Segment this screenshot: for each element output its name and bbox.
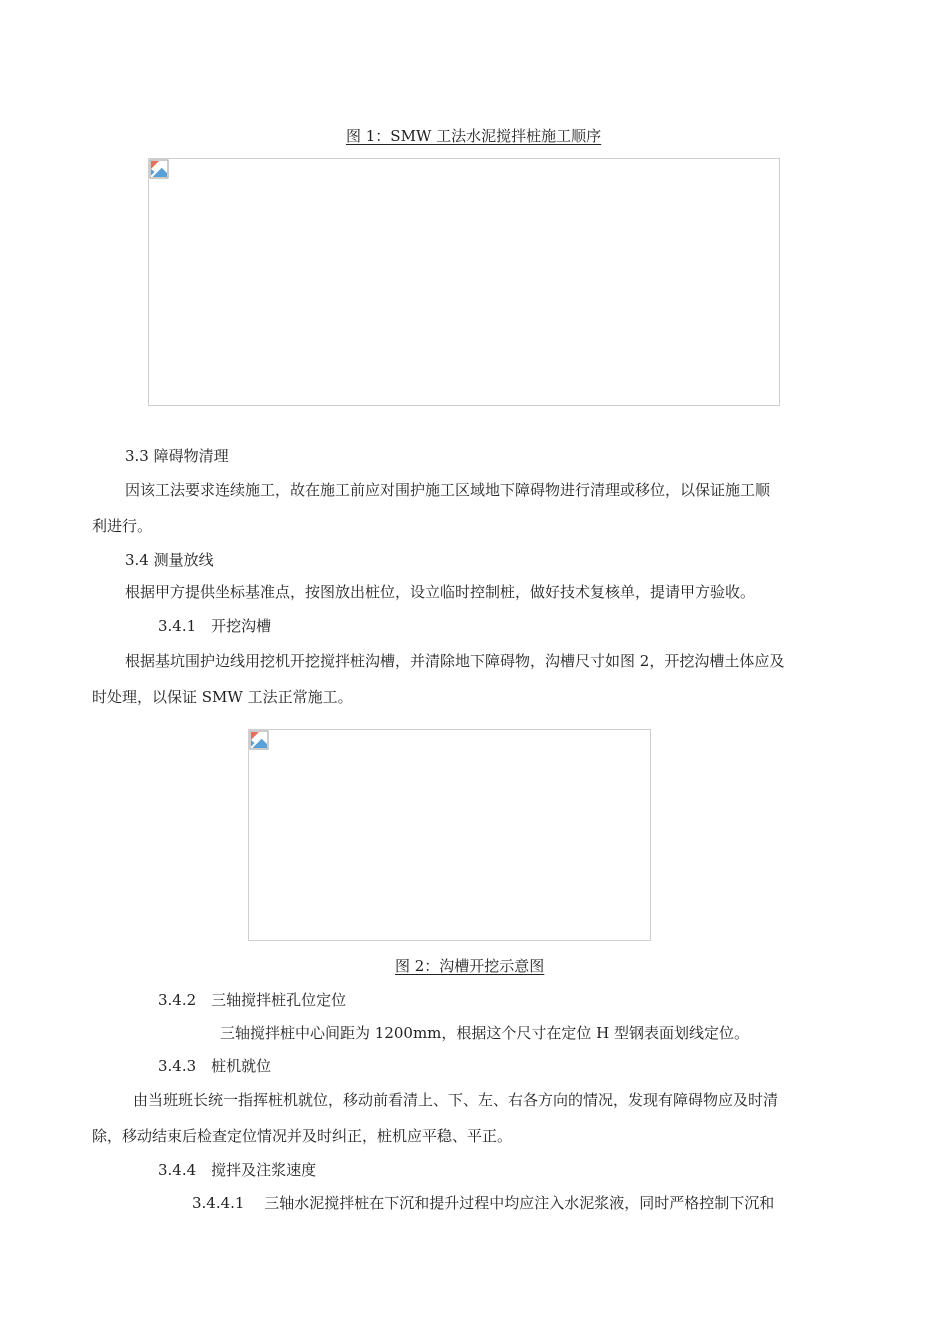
section-3-4-1-paragraph-line-1: 根据基坑围护边线用挖机开挖搅拌桩沟槽，并清除地下障碍物，沟槽尺寸如图 2，开挖沟槽土体应及 (125, 652, 785, 670)
section-3-4-3-paragraph-line-1: 由当班班长统一指挥桩机就位，移动前看清上、下、左、右各方向的情况，发现有障碍物应及时清 (133, 1091, 779, 1109)
figure-2-caption: 图 2：沟槽开挖示意图 (395, 957, 545, 975)
section-3-4-2-paragraph-line-1: 三轴搅拌桩中心间距为 1200mm，根据这个尺寸在定位 H 型钢表面划线定位。 (220, 1024, 750, 1042)
section-3-4-4-1-paragraph-line-1: 3.4.4.1 三轴水泥搅拌桩在下沉和提升过程中均应注入水泥浆液，同时严格控制下沉和 (192, 1194, 775, 1212)
section-3-4-2-heading: 3.4.2 三轴搅拌桩孔位定位 (158, 991, 347, 1009)
section-3-3-paragraph-line-2: 利进行。 (92, 517, 153, 535)
section-3-4-3-paragraph-line-2: 除，移动结束后检查定位情况并及时纠正，桩机应平稳、平正。 (92, 1127, 513, 1145)
section-3-4-3-heading: 3.4.3 桩机就位 (158, 1057, 272, 1075)
section-3-4-heading: 3.4 测量放线 (125, 551, 214, 569)
section-3-4-1-heading: 3.4.1 开挖沟槽 (158, 617, 272, 635)
broken-image-icon (149, 159, 169, 179)
section-3-3-paragraph-line-1: 因该工法要求连续施工，故在施工前应对围护施工区域地下障碍物进行清理或移位，以保证施工顺 (125, 481, 771, 499)
figure-2-image (248, 729, 651, 941)
section-3-4-paragraph-line-1: 根据甲方提供坐标基准点，按图放出桩位，设立临时控制桩，做好技术复核单，提请甲方验收。 (125, 583, 756, 601)
figure-1-image (148, 158, 780, 406)
figure-1-caption: 图 1：SMW 工法水泥搅拌桩施工顺序 (346, 127, 602, 145)
broken-image-icon (249, 730, 269, 750)
section-3-4-4-heading: 3.4.4 搅拌及注浆速度 (158, 1161, 317, 1179)
section-3-4-1-paragraph-line-2: 时处理，以保证 SMW 工法正常施工。 (92, 688, 353, 706)
section-3-3-heading: 3.3 障碍物清理 (125, 447, 229, 465)
